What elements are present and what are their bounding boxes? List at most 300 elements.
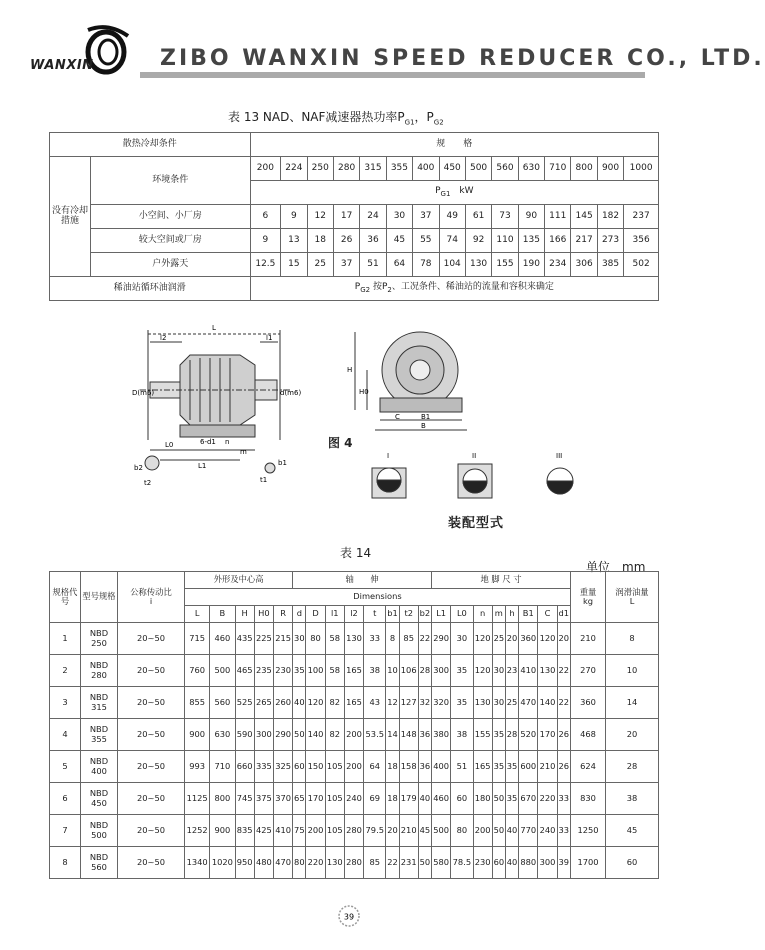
dim-cell: 65 <box>293 783 306 815</box>
dim-cell: 230 <box>473 847 492 879</box>
dim-cell: 560 <box>210 687 235 719</box>
dim-cell: 130 <box>344 623 363 655</box>
weight-cell: 210 <box>571 623 606 655</box>
dim-cell: 100 <box>306 655 325 687</box>
dim-cell: 36 <box>418 719 431 751</box>
value-cell: 12 <box>307 205 333 229</box>
h-ratio-text: 公称传动比 <box>130 586 172 597</box>
dim-cell: 58 <box>325 623 344 655</box>
value-cell: 104 <box>439 253 465 277</box>
h-shaft: 轴 伸 <box>293 572 432 589</box>
dim-cell: 900 <box>210 815 235 847</box>
size-cell: 355 <box>386 157 412 181</box>
h-ratio <box>118 572 185 623</box>
header-rule <box>140 72 645 78</box>
dim-cell: 26 <box>557 751 570 783</box>
oil-cell: 38 <box>606 783 659 815</box>
dim-cell: 50 <box>293 719 306 751</box>
model-cell: NBD 315 <box>81 687 118 719</box>
dim-cell: 880 <box>519 847 538 879</box>
value-cell: 49 <box>439 205 465 229</box>
env-label: 环境条件 <box>91 157 251 205</box>
mount-II: II <box>472 452 477 460</box>
dim-cell: 210 <box>399 815 418 847</box>
h-weight <box>571 572 606 623</box>
dim-cell: 8 <box>386 623 399 655</box>
size-cell: 280 <box>333 157 359 181</box>
value-cell: 90 <box>518 205 544 229</box>
dim-cell: 320 <box>432 687 451 719</box>
weight-cell: 360 <box>571 687 606 719</box>
spec-code-cell: 2 <box>50 655 81 687</box>
dim-cell: 855 <box>185 687 210 719</box>
dim-cell: 43 <box>364 687 386 719</box>
caption-sub: G1 <box>404 118 415 127</box>
dim-cell: 53.5 <box>364 719 386 751</box>
value-cell: 74 <box>439 229 465 253</box>
dim-cell: 400 <box>432 751 451 783</box>
oil-note <box>250 277 658 301</box>
dim-cell: 60 <box>492 847 505 879</box>
unit-sub: G1 <box>440 189 451 198</box>
subcol-header: n <box>473 606 492 623</box>
dim-cell: 220 <box>306 847 325 879</box>
figure4-label: 图 4 <box>328 436 353 450</box>
ratio-cell: 20~50 <box>118 655 185 687</box>
oil-label: 稀油站循环油润滑 <box>50 277 251 301</box>
unit-text: P <box>435 185 441 196</box>
dim-cell: 120 <box>473 655 492 687</box>
subcol-header: H <box>235 606 254 623</box>
dim-D: D(m6) <box>132 389 155 397</box>
dim-cell: 165 <box>344 687 363 719</box>
dim-L0: L0 <box>165 441 174 449</box>
dim-cell: 200 <box>344 719 363 751</box>
dim-cell: 20 <box>505 623 518 655</box>
value-cell: 73 <box>492 205 518 229</box>
subcol-header: B <box>210 606 235 623</box>
spec-code-cell: 1 <box>50 623 81 655</box>
dim-cell: 993 <box>185 751 210 783</box>
dim-cell: 32 <box>418 687 431 719</box>
dim-cell: 500 <box>432 815 451 847</box>
oil-cell: 45 <box>606 815 659 847</box>
spec-code-cell: 3 <box>50 687 81 719</box>
dim-C: C <box>395 413 400 421</box>
table-row <box>50 751 659 783</box>
subcol-header: B1 <box>519 606 538 623</box>
dim-cell: 40 <box>505 847 518 879</box>
dim-cell: 300 <box>254 719 273 751</box>
dim-cell: 25 <box>505 687 518 719</box>
table-row <box>50 687 659 719</box>
dim-cell: 12 <box>386 687 399 719</box>
dim-cell: 30 <box>492 687 505 719</box>
dim-cell: 35 <box>492 751 505 783</box>
table13-caption <box>228 108 444 126</box>
value-cell: 166 <box>545 229 571 253</box>
table-row <box>50 655 659 687</box>
subcol-header: D <box>306 606 325 623</box>
dim-cell: 745 <box>235 783 254 815</box>
dim-cell: 51 <box>451 751 473 783</box>
dim-cell: 470 <box>274 847 293 879</box>
dim-cell: 670 <box>519 783 538 815</box>
dim-cell: 22 <box>418 623 431 655</box>
note-text: 、工况条件、稀油站的流量和容积来确定 <box>391 281 554 292</box>
dim-cell: 35 <box>505 751 518 783</box>
dim-cell: 155 <box>473 719 492 751</box>
model-cell: NBD 280 <box>81 655 118 687</box>
dim-cell: 79.5 <box>364 815 386 847</box>
ratio-cell: 20~50 <box>118 847 185 879</box>
value-cell: 111 <box>545 205 571 229</box>
dim-cell: 38 <box>451 719 473 751</box>
value-cell: 182 <box>597 205 623 229</box>
dim-cell: 28 <box>418 655 431 687</box>
dim-cell: 410 <box>274 815 293 847</box>
value-cell: 217 <box>571 229 597 253</box>
page-number-badge <box>338 905 360 927</box>
subcol-header: m <box>492 606 505 623</box>
h-spec-code: 规格代号 <box>50 572 81 623</box>
dim-cell: 240 <box>344 783 363 815</box>
dim-cell: 130 <box>538 655 557 687</box>
value-cell: 24 <box>360 205 386 229</box>
dim-cell: 240 <box>538 815 557 847</box>
dim-cell: 710 <box>210 751 235 783</box>
dim-cell: 265 <box>254 687 273 719</box>
h-model: 型号规格 <box>81 572 118 623</box>
size-cell: 450 <box>439 157 465 181</box>
dim-cell: 235 <box>254 655 273 687</box>
size-cell: 250 <box>307 157 333 181</box>
value-cell: 78 <box>413 253 439 277</box>
value-cell: 61 <box>465 205 491 229</box>
value-cell: 273 <box>597 229 623 253</box>
dim-cell: 50 <box>492 783 505 815</box>
dim-cell: 50 <box>492 815 505 847</box>
subcol-header: b1 <box>386 606 399 623</box>
dim-cell: 835 <box>235 815 254 847</box>
dim-cell: 58 <box>325 655 344 687</box>
note-text: P <box>354 281 361 292</box>
size-cell: 500 <box>465 157 491 181</box>
dim-cell: 30 <box>293 623 306 655</box>
dim-cell: 770 <box>519 815 538 847</box>
mount-III: III <box>556 452 563 460</box>
dim-cell: 28 <box>505 719 518 751</box>
value-cell: 18 <box>307 229 333 253</box>
dim-cell: 33 <box>557 815 570 847</box>
dim-cell: 26 <box>557 719 570 751</box>
dim-cell: 435 <box>235 623 254 655</box>
dim-cell: 39 <box>557 847 570 879</box>
weight-cell: 468 <box>571 719 606 751</box>
dim-cell: 460 <box>432 783 451 815</box>
dim-cell: 50 <box>418 847 431 879</box>
dim-cell: 480 <box>254 847 273 879</box>
row-label: 较大空间或厂房 <box>91 229 251 253</box>
dim-cell: 33 <box>557 783 570 815</box>
h-weight-text: 重量 <box>579 586 597 597</box>
weight-cell: 624 <box>571 751 606 783</box>
weight-cell: 1250 <box>571 815 606 847</box>
table-row <box>50 623 659 655</box>
dim-cell: 120 <box>473 623 492 655</box>
logo-text: WANXIN <box>30 58 94 73</box>
weight-cell: 830 <box>571 783 606 815</box>
dim-cell: 280 <box>344 847 363 879</box>
value-cell: 12.5 <box>250 253 281 277</box>
value-cell: 135 <box>518 229 544 253</box>
size-cell: 1000 <box>624 157 659 181</box>
row-label: 小空间、小厂房 <box>91 205 251 229</box>
subcol-header: L0 <box>451 606 473 623</box>
dim-cell: 80 <box>293 847 306 879</box>
spec-code-cell: 8 <box>50 847 81 879</box>
size-cell: 400 <box>413 157 439 181</box>
dim-cell: 36 <box>418 751 431 783</box>
dim-cell: 410 <box>519 655 538 687</box>
dim-cell: 1125 <box>185 783 210 815</box>
dim-cell: 500 <box>210 655 235 687</box>
dim-cell: 800 <box>210 783 235 815</box>
dim-l1: l1 <box>266 334 273 342</box>
dim-cell: 85 <box>399 623 418 655</box>
dim-cell: 300 <box>538 847 557 879</box>
dim-cell: 64 <box>364 751 386 783</box>
dim-cell: 30 <box>492 655 505 687</box>
dim-cell: 1020 <box>210 847 235 879</box>
thermal-power-table <box>49 132 659 301</box>
subcol-header: h <box>505 606 518 623</box>
dim-cell: 120 <box>306 687 325 719</box>
dim-cell: 580 <box>432 847 451 879</box>
dim-cell: 105 <box>325 815 344 847</box>
dim-cell: 380 <box>432 719 451 751</box>
page-number: 39 <box>343 912 355 922</box>
header-cooling: 散热冷却条件 <box>50 133 251 157</box>
dimensions-table <box>49 571 659 879</box>
dim-cell: 300 <box>432 655 451 687</box>
dim-l2: l2 <box>160 334 167 342</box>
no-cooling-label: 没有冷却措施 <box>50 157 91 277</box>
weight-cell: 270 <box>571 655 606 687</box>
value-cell: 234 <box>545 253 571 277</box>
dim-cell: 525 <box>235 687 254 719</box>
unit-text: kW <box>450 185 474 196</box>
value-cell: 9 <box>250 229 281 253</box>
dim-cell: 35 <box>451 655 473 687</box>
dim-cell: 290 <box>432 623 451 655</box>
dim-cell: 231 <box>399 847 418 879</box>
spec-code-cell: 5 <box>50 751 81 783</box>
dim-cell: 158 <box>399 751 418 783</box>
dim-H: H <box>347 366 353 374</box>
dim-cell: 35 <box>492 719 505 751</box>
model-cell: NBD 450 <box>81 783 118 815</box>
dim-cell: 130 <box>473 687 492 719</box>
h-dims: 外形及中心高 <box>185 572 293 589</box>
value-cell: 26 <box>333 229 359 253</box>
dim-b1: b1 <box>278 459 287 467</box>
mounting-forms <box>360 448 600 510</box>
dim-d: d(m6) <box>280 389 302 397</box>
dim-cell: 35 <box>293 655 306 687</box>
dim-cell: 35 <box>451 687 473 719</box>
dim-cell: 60 <box>293 751 306 783</box>
dim-cell: 520 <box>519 719 538 751</box>
model-cell: NBD 500 <box>81 815 118 847</box>
dim-t1: t1 <box>260 476 268 484</box>
model-cell: NBD 250 <box>81 623 118 655</box>
dim-cell: 140 <box>538 687 557 719</box>
value-cell: 385 <box>597 253 623 277</box>
size-cell: 800 <box>571 157 597 181</box>
oil-cell: 28 <box>606 751 659 783</box>
dim-cell: 335 <box>254 751 273 783</box>
dim-L1: L1 <box>198 462 207 470</box>
ratio-cell: 20~50 <box>118 783 185 815</box>
dim-cell: 75 <box>293 815 306 847</box>
dim-cell: 20 <box>557 623 570 655</box>
dim-cell: 130 <box>325 847 344 879</box>
dim-cell: 230 <box>274 655 293 687</box>
dim-cell: 179 <box>399 783 418 815</box>
dim-cell: 23 <box>505 655 518 687</box>
dim-cell: 260 <box>274 687 293 719</box>
size-cell: 200 <box>250 157 281 181</box>
model-cell: NBD 400 <box>81 751 118 783</box>
oil-cell: 8 <box>606 623 659 655</box>
spec-code-cell: 4 <box>50 719 81 751</box>
size-cell: 315 <box>360 157 386 181</box>
dim-cell: 1252 <box>185 815 210 847</box>
dim-cell: 127 <box>399 687 418 719</box>
dim-cell: 1340 <box>185 847 210 879</box>
value-cell: 37 <box>413 205 439 229</box>
dim-cell: 22 <box>557 655 570 687</box>
unit-cell <box>250 181 658 205</box>
table-row <box>50 847 659 879</box>
size-cell: 630 <box>518 157 544 181</box>
dim-cell: 465 <box>235 655 254 687</box>
dim-cell: 106 <box>399 655 418 687</box>
value-cell: 13 <box>281 229 307 253</box>
dim-cell: 82 <box>325 719 344 751</box>
dim-cell: 85 <box>364 847 386 879</box>
dim-cell: 470 <box>519 687 538 719</box>
dim-cell: 40 <box>505 815 518 847</box>
dim-cell: 630 <box>210 719 235 751</box>
value-cell: 15 <box>281 253 307 277</box>
ratio-cell: 20~50 <box>118 623 185 655</box>
dim-cell: 140 <box>306 719 325 751</box>
dim-cell: 38 <box>364 655 386 687</box>
ratio-cell: 20~50 <box>118 815 185 847</box>
caption-sub: G2 <box>433 118 444 127</box>
company-logo <box>28 22 138 78</box>
subcol-header: R <box>274 606 293 623</box>
subcol-header: l1 <box>325 606 344 623</box>
value-cell: 36 <box>360 229 386 253</box>
h-oil-unit: L <box>629 596 635 606</box>
note-text: 按P <box>370 281 388 292</box>
dim-B1: B1 <box>421 413 431 421</box>
company-name: ZIBO WANXIN SPEED REDUCER CO., LTD. <box>160 46 765 71</box>
value-cell: 6 <box>250 205 281 229</box>
dim-cell: 165 <box>473 751 492 783</box>
dim-cell: 40 <box>293 687 306 719</box>
value-cell: 190 <box>518 253 544 277</box>
dim-m: m <box>240 448 247 456</box>
table14-caption: 表 14 <box>340 546 372 560</box>
size-cell: 560 <box>492 157 518 181</box>
subcol-header: L <box>185 606 210 623</box>
dim-cell: 30 <box>451 623 473 655</box>
row-label: 户外露天 <box>91 253 251 277</box>
dim-cell: 80 <box>306 623 325 655</box>
value-cell: 37 <box>333 253 359 277</box>
dim-cell: 375 <box>254 783 273 815</box>
subcol-header: H0 <box>254 606 273 623</box>
dim-cell: 370 <box>274 783 293 815</box>
value-cell: 17 <box>333 205 359 229</box>
dim-cell: 45 <box>418 815 431 847</box>
h-oil-text: 润滑油量 <box>615 586 649 597</box>
dim-cell: 10 <box>386 655 399 687</box>
h-foot: 地 脚 尺 寸 <box>432 572 571 589</box>
reducer-front-view <box>345 320 475 440</box>
dim-cell: 460 <box>210 623 235 655</box>
note-sub: 2 <box>387 285 392 294</box>
oil-cell: 60 <box>606 847 659 879</box>
note-sub: G2 <box>360 285 371 294</box>
value-cell: 64 <box>386 253 412 277</box>
h-weight-unit: kg <box>582 596 594 606</box>
unit-label: 单位 mm <box>586 560 646 574</box>
dim-cell: 760 <box>185 655 210 687</box>
dim-cell: 950 <box>235 847 254 879</box>
dim-cell: 80 <box>451 815 473 847</box>
dim-cell: 660 <box>235 751 254 783</box>
dim-cell: 18 <box>386 751 399 783</box>
dim-cell: 170 <box>538 719 557 751</box>
dim-cell: 20 <box>386 815 399 847</box>
table-row <box>50 719 659 751</box>
spec-code-cell: 7 <box>50 815 81 847</box>
h-dimensions: Dimensions <box>185 589 571 606</box>
dim-cell: 360 <box>519 623 538 655</box>
oil-cell: 14 <box>606 687 659 719</box>
dim-cell: 78.5 <box>451 847 473 879</box>
dim-cell: 170 <box>306 783 325 815</box>
value-cell: 55 <box>413 229 439 253</box>
weight-cell: 1700 <box>571 847 606 879</box>
h-oil <box>606 572 659 623</box>
dim-t2: t2 <box>144 479 152 487</box>
oil-cell: 20 <box>606 719 659 751</box>
value-cell: 145 <box>571 205 597 229</box>
dim-cell: 105 <box>325 783 344 815</box>
dim-cell: 425 <box>254 815 273 847</box>
subcol-header: d <box>293 606 306 623</box>
table-row <box>50 783 659 815</box>
dim-cell: 290 <box>274 719 293 751</box>
table-row <box>50 815 659 847</box>
dim-cell: 22 <box>557 687 570 719</box>
